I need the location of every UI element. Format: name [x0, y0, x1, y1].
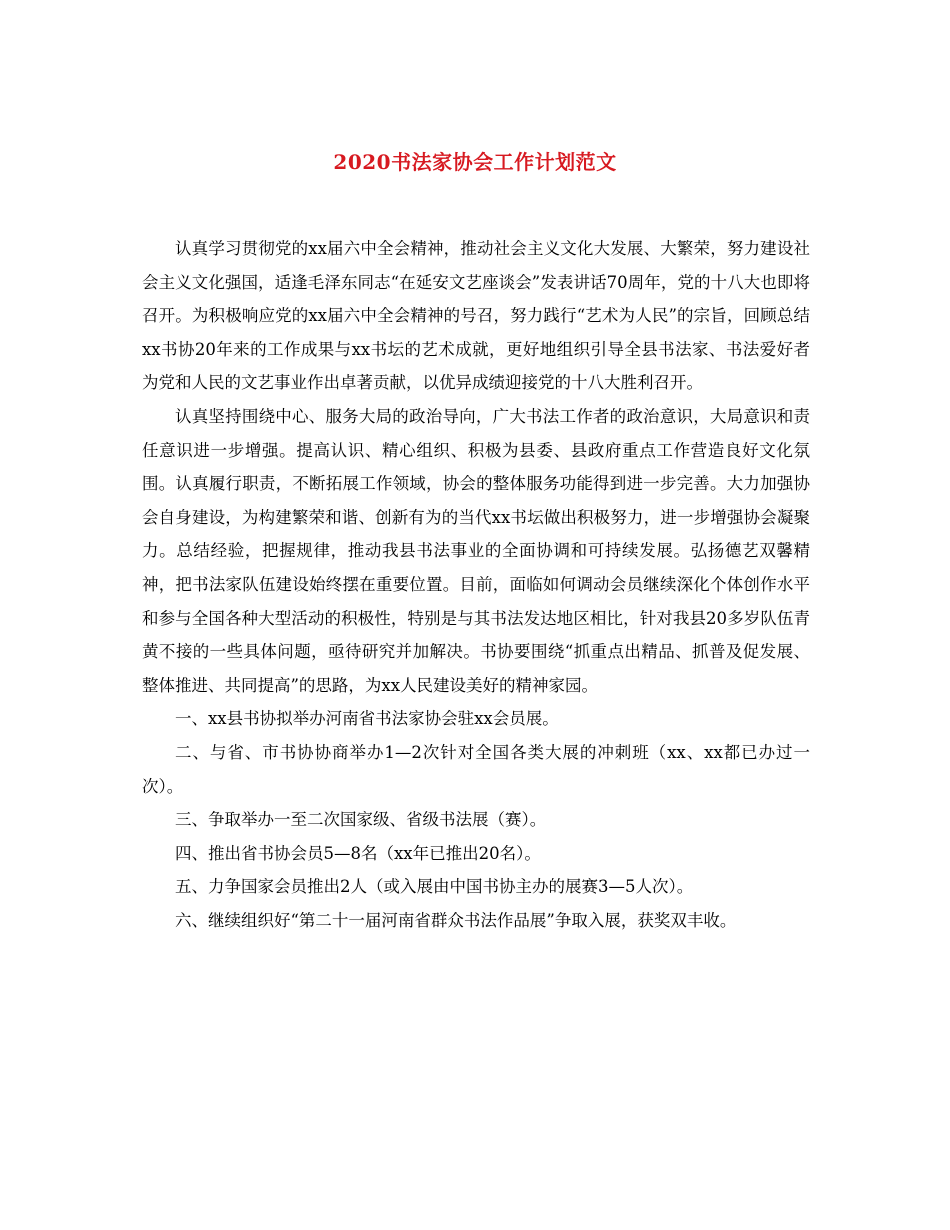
document-title: 2020书法家协会工作计划范文 [333, 150, 617, 174]
list-item-3: 三、争取举办一至二次国家级、省级书法展（赛）。 [175, 810, 547, 830]
list-item-1: 一、xx县书协拟举办河南省书法家协会驻xx会员展。 [175, 709, 559, 729]
paragraph-main: 认真坚持围绕中心、服务大局的政治导向，广大书法工作者的政治意识，大局意识和责任意识进一步增强。提高认识、精心组织、积极为县委、县政府重点工作营造良好文化氛围。认真履行职责，不断拓展工作领域，协会的整体服务功能得到进一步完善。大力加强协会自身建设，为构建繁荣和谐、创新有为的当代xx书坛做出积极努力，进一步增强协会凝聚力。总结经验，把握规律，推动我县书法事业的全面协调和可持续发展。弘扬德艺双馨精神，把书法家队伍建设始终摆在重要位置。目前，面临如何调动会员继续深化个体创作水平和参与全国各种大型活动的积极性，特别是与其书法发达地区相比，针对我县20多岁队伍青黄不接的一些具体问题，亟待研究并加解决。书协要围绕“抓重点出精品、抓普及促发展、整体推进、共同提高”的思路，为xx人民建设美好的精神家园。 [142, 406, 810, 695]
list-item-4: 四、推出省书协会员5—8名（xx年已推出20名）。 [175, 843, 541, 863]
list-item-6: 六、继续组织好“第二十一届河南省群众书法作品展”争取入展，获奖双丰收。 [175, 910, 737, 930]
list-item-5: 五、力争国家会员推出2人（或入展由中国书协主办的展赛3—5人次）。 [175, 877, 694, 897]
list-item-2: 二、与省、市书协协商举办1—2次针对全国各类大展的冲刺班（xx、xx都已办过一次）。 [142, 742, 810, 796]
paragraph-intro: 认真学习贯彻党的xx届六中全会精神，推动社会主义文化大发展、大繁荣，努力建设社会主义文化强国，适逢毛泽东同志“在延安文艺座谈会”发表讲话70周年，党的十八大也即将召开。为积极响应党的xx届六中全会精神的号召，努力践行“艺术为人民”的宗旨，回顾总结xx书协20年来的工作成果与xx书坛的艺术成就，更好地组织引导全县书法家、书法爱好者为党和人民的文艺事业作出卓著贡献，以优异成绩迎接党的十八大胜利召开。 [142, 239, 810, 393]
document-body [142, 232, 810, 937]
